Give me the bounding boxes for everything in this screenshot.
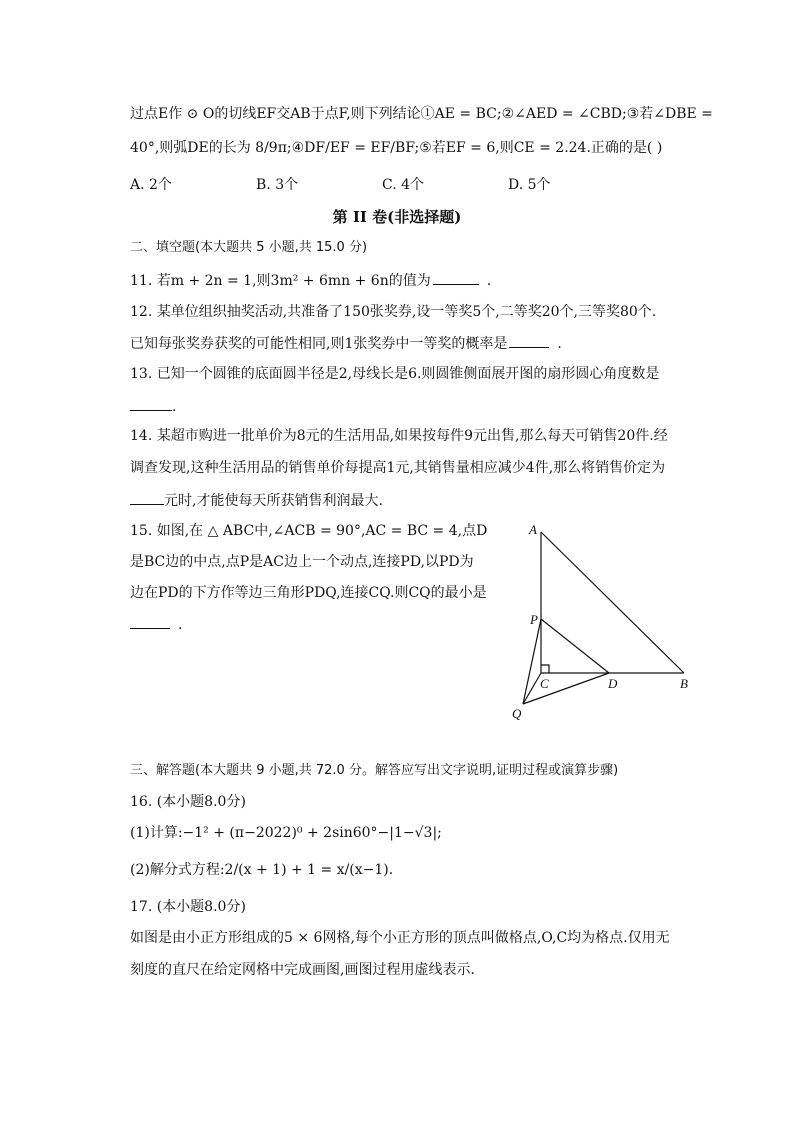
- option-d: D. 5个: [508, 177, 551, 193]
- segment-ab: [541, 532, 684, 673]
- segment-pq: [523, 619, 541, 704]
- label-a: A: [529, 522, 537, 537]
- q15-line-2: 是BC边的中点,点P是AC边上一个动点,连接PD,以PD为: [130, 554, 474, 570]
- q12-line-1: 12. 某单位组织抽奖活动,共准备了150张奖券,设一等奖5个,二等奖20个,三等奖80个.: [130, 304, 657, 320]
- q15-triangle-figure: [505, 516, 705, 726]
- q11-text: 11. 若m + 2n = 1,则3m² + 6mn + 6n的值为: [130, 273, 431, 289]
- option-b: B. 3个: [256, 177, 299, 193]
- option-c: C. 4个: [382, 177, 425, 193]
- q15-line-4: [130, 614, 182, 635]
- label-c: C: [540, 676, 549, 691]
- segment-pd: [541, 619, 609, 673]
- question-11: [130, 270, 491, 291]
- section-2-header: 二、填空题(本大题共 5 小题,共 15.0 分): [130, 240, 368, 255]
- q16-part-1: (1)计算:−1² + (π−2022)⁰ + 2sin60°−|1−√3|;: [130, 825, 442, 841]
- q15-line-1: 15. 如图,在 △ ABC中,∠ACB = 90°,AC = BC = 4,点D: [130, 523, 488, 539]
- label-b: B: [680, 676, 688, 691]
- q16-number: 16. (本小题8.0分): [130, 794, 246, 810]
- answer-blank: [509, 333, 549, 348]
- q11-period: .: [486, 273, 492, 289]
- q12-period: .: [557, 336, 562, 352]
- answer-blank: [433, 270, 479, 285]
- q14-line-3: [130, 490, 383, 511]
- q15-line-3: 边在PD的下方作等边三角形PDQ,连接CQ.则CQ的最小是: [130, 585, 487, 601]
- segment-dq: [523, 673, 609, 704]
- answer-blank: [130, 490, 164, 505]
- q12-line-2: [130, 333, 562, 354]
- q14-line-2: 调查发现,这种生活用品的销售单价每提高1元,其销售量相应减少4件,那么将销售价定为: [130, 460, 666, 476]
- q17-number: 17. (本小题8.0分): [130, 899, 246, 915]
- q10-line-2: 40°,则弧DE的长为 8/9π;④DF/EF = EF/BF;⑤若EF = 6,则CE = 2.24.正确的是( ): [130, 140, 663, 156]
- option-a: A. 2个: [130, 177, 172, 193]
- q16-part-2: (2)解分式方程:2/(x + 1) + 1 = x/(x−1).: [130, 862, 394, 878]
- q12-text: 已知每张奖券获奖的可能性相同,则1张奖券中一等奖的概率是: [130, 336, 508, 352]
- q17-line-1: 如图是由小正方形组成的5 × 6网格,每个小正方形的顶点叫做格点,O,C均为格点.仅用无: [130, 930, 670, 946]
- q14-text: 元时,才能使每天所获销售利润最大.: [164, 493, 383, 509]
- q13-period: .: [172, 399, 177, 415]
- answer-blank: [130, 396, 172, 411]
- right-angle-mark: [541, 665, 549, 673]
- q13-line-1: 13. 已知一个圆锥的底面圆半径是2,母线长是6.则圆锥侧面展开图的扇形圆心角度数是: [130, 366, 660, 382]
- label-q: Q: [512, 706, 522, 721]
- q14-line-1: 14. 某超市购进一批单价为8元的生活用品,如果按每件9元出售,那么每天可销售20件.经: [130, 428, 668, 444]
- q10-line-1: 过点E作 ⊙ O的切线EF交AB于点F,则下列结论①AE = BC;②∠AED = ∠CBD;③若∠DBE =: [130, 106, 713, 122]
- q17-line-2: 刻度的直尺在给定网格中完成画图,画图过程用虚线表示.: [130, 962, 475, 978]
- q15-period: .: [178, 617, 183, 633]
- q13-line-2: [130, 396, 176, 417]
- label-d: D: [608, 676, 618, 691]
- answer-blank: [130, 614, 170, 629]
- part-2-title: 第 II 卷(非选择题): [332, 208, 462, 226]
- section-3-header: 三、解答题(本大题共 9 小题,共 72.0 分。解答应写出文字说明,证明过程或演算步骤): [130, 763, 619, 778]
- label-p: P: [530, 612, 538, 627]
